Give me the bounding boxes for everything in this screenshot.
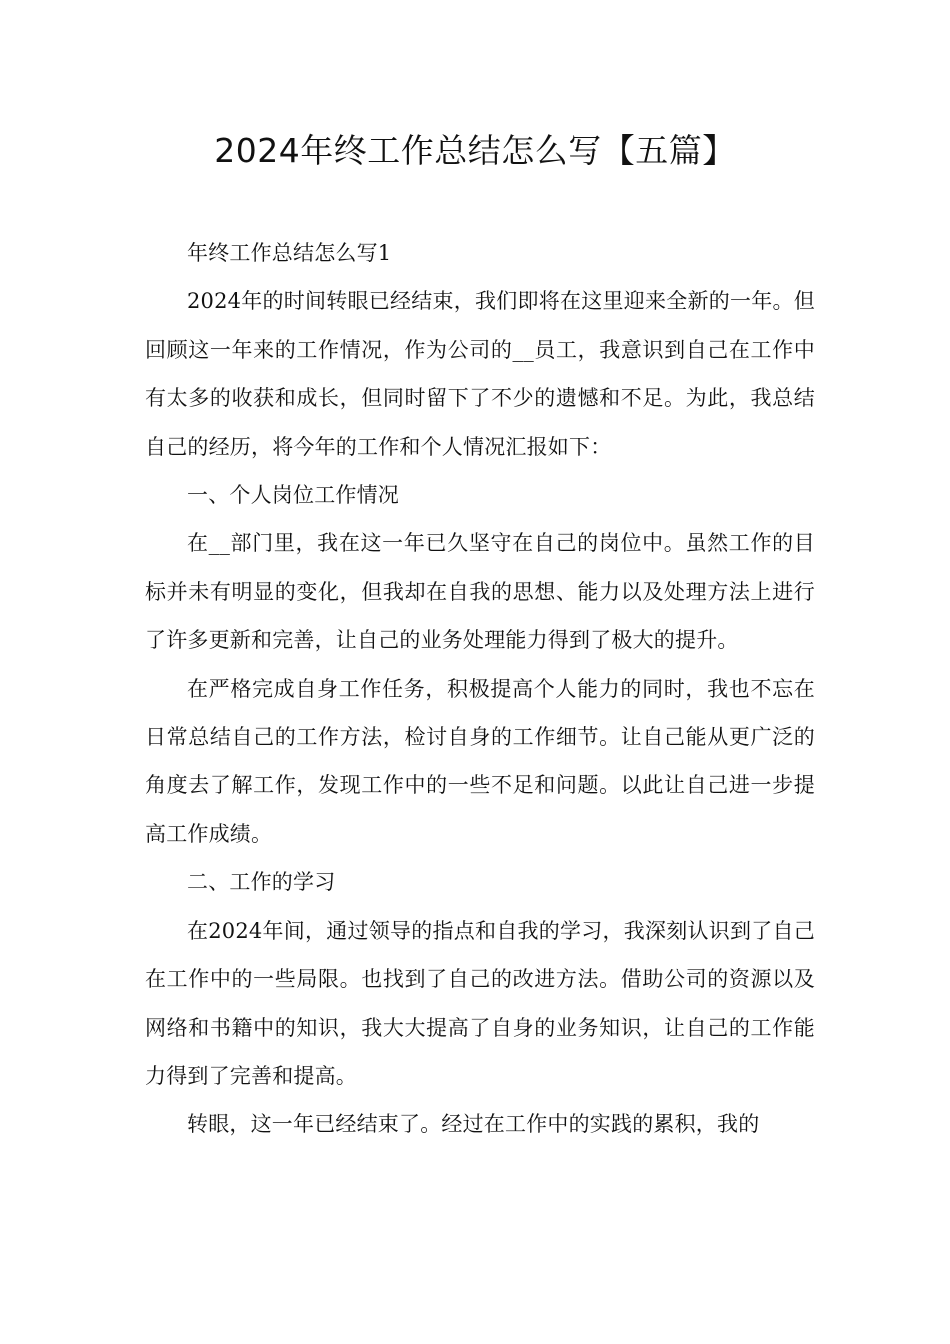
section-heading-learning: 二、工作的学习 [187,870,336,895]
document-body [145,229,815,1149]
section-heading-personal-post: 一、个人岗位工作情况 [187,483,399,508]
paragraph: 在严格完成自身工作任务，积极提高个人能力的同时，我也不忘在日常总结自己的工作方法，检讨自身的工作细节。让自己能从更广泛的角度去了解工作，发现工作中的一些不足和问题。以此让自己进一步提高工作成绩。 [145,676,815,846]
paragraph: 2024年的时间转眼已经结束，我们即将在这里迎来全新的一年。但回顾这一年来的工作情况，作为公司的__员工，我意识到自己在工作中有太多的收获和成长，但同时留下了不少的遗憾和不足。为此，我总结自己的经历，将今年的工作和个人情况汇报如下： [145,289,815,459]
document-title: 2024年终工作总结怎么写【五篇】 [214,131,736,170]
section-heading-1: 年终工作总结怎么写1 [187,241,392,265]
paragraph: 转眼，这一年已经结束了。经过在工作中的实践的累积，我的 [187,1112,760,1137]
paragraph: 在__部门里，我在这一年已久坚守在自己的岗位中。虽然工作的目标并未有明显的变化，但我却在自我的思想、能力以及处理方法上进行了许多更新和完善，让自己的业务处理能力得到了极大的提升。 [145,531,815,653]
paragraph: 在2024年间，通过领导的指点和自我的学习，我深刻认识到了自己在工作中的一些局限。也找到了自己的改进方法。借助公司的资源以及网络和书籍中的知识，我大大提高了自身的业务知识，让自己的工作能力得到了完善和提高。 [145,918,815,1088]
